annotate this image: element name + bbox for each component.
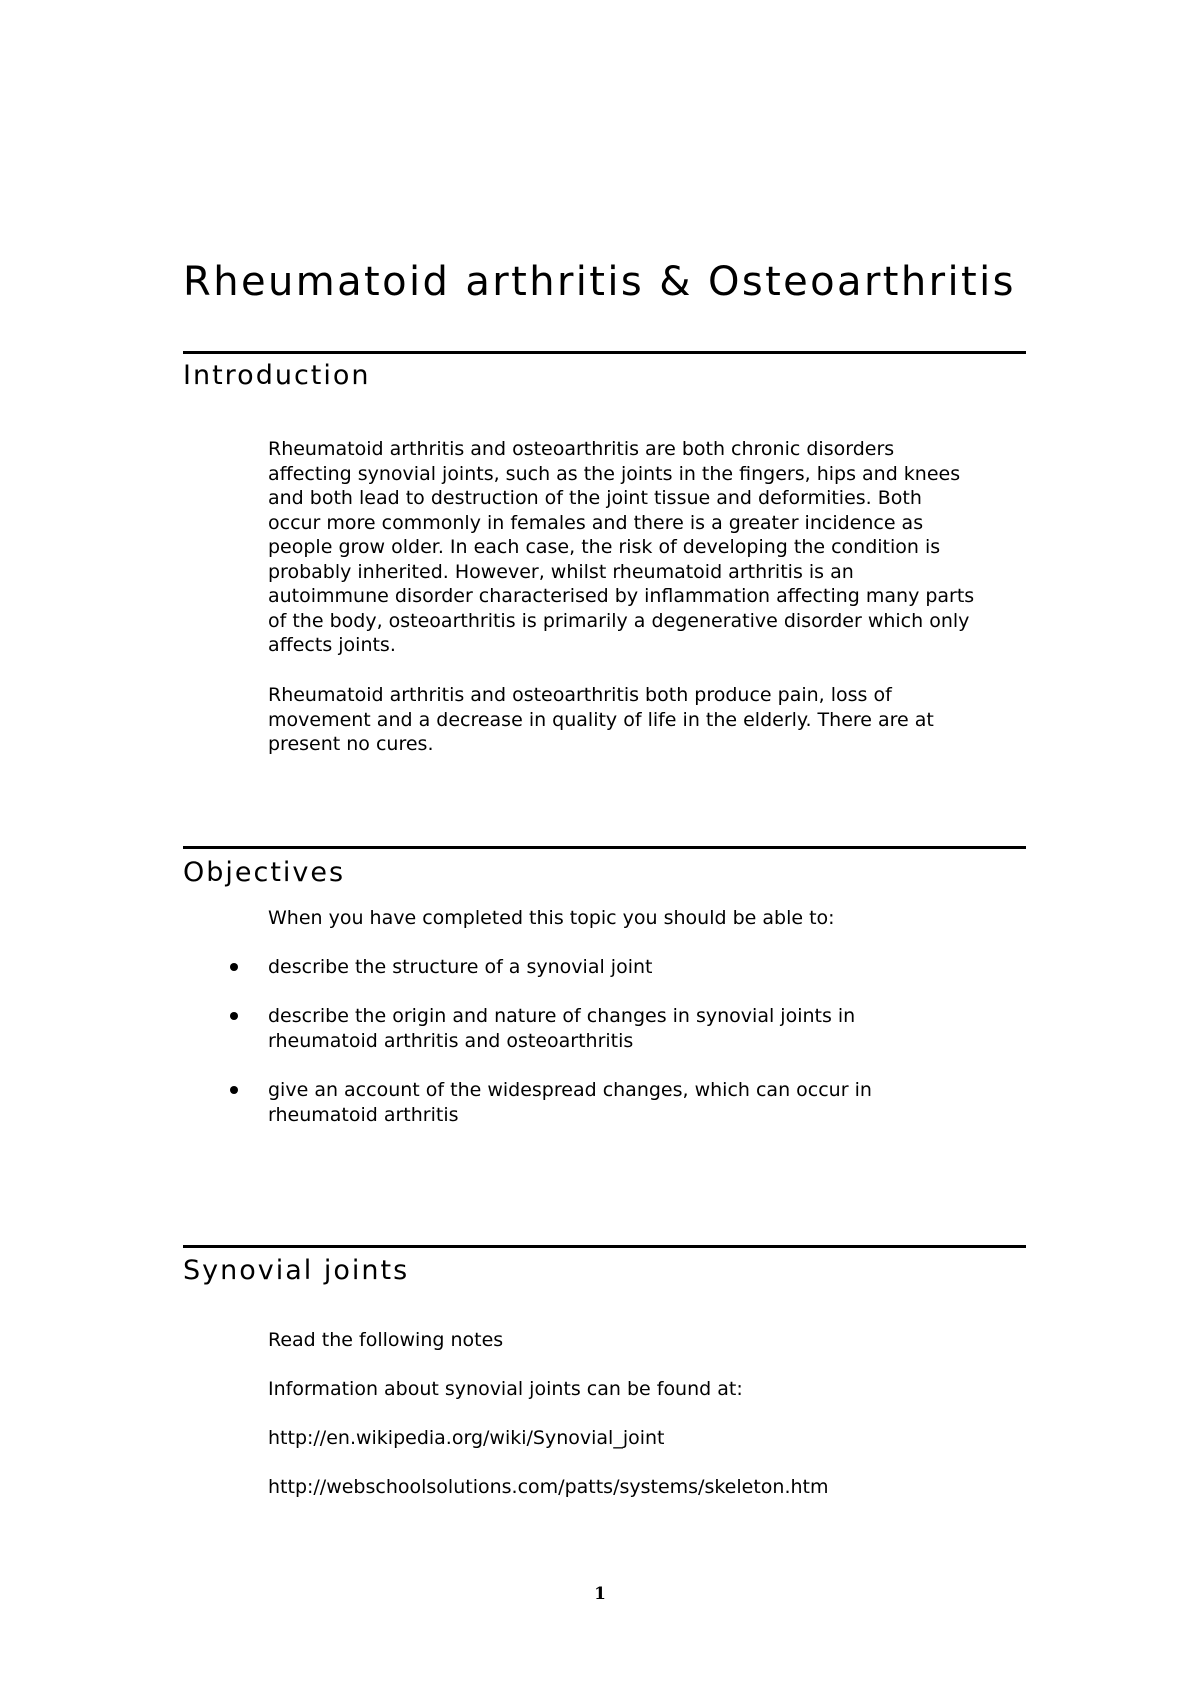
section-divider-synovial-joints [183,1245,1026,1248]
text-line: Rheumatoid arthritis and osteoarthritis are both chronic disorders [268,438,895,460]
bullet-dot [230,963,238,971]
objective-item [268,1078,1028,1127]
text-line: describe the origin and nature of changes in synovial joints in [268,1005,856,1027]
text-line: movement and a decrease in quality of life in the elderly. There are at [268,708,934,731]
text-line: people grow older. In each case, the risk of developing the condition is [268,536,941,558]
read-notes-text: Read the following notes [268,1329,504,1351]
page-title: Rheumatoid arthritis & Osteoarthritis [183,259,1016,305]
text-line: affecting synovial joints, such as the joints in the fingers, hips and knees [268,462,961,485]
text-line: rheumatoid arthritis [268,1103,459,1126]
section-divider-introduction [183,351,1026,354]
bullet-dot [230,1012,238,1020]
text-line: occur more commonly in females and there is a greater incidence as [268,511,924,534]
wikipedia-link[interactable]: http://en.wikipedia.org/wiki/Synovial_joint [268,1427,665,1449]
text-line: Rheumatoid arthritis and osteoarthritis both produce pain, loss of [268,684,892,706]
objective-item [268,1004,1028,1053]
text-line: autoimmune disorder characterised by inflammation affecting many parts [268,585,975,607]
objectives-intro: When you have completed this topic you should be able to: [268,907,835,929]
text-line: give an account of the widespread changes, which can occur in [268,1079,872,1101]
introduction-paragraph-1 [268,437,1028,658]
objectives-heading: Objectives [183,857,346,888]
text-line: and both lead to destruction of the joint tissue and deformities. Both [268,487,922,509]
page-number: 1 [594,1584,606,1604]
text-line: probably inherited. However, whilst rheumatoid arthritis is an [268,560,854,583]
text-line: affects joints. [268,634,396,656]
text-line: rheumatoid arthritis and osteoarthritis [268,1029,634,1052]
skeleton-link[interactable]: http://webschoolsolutions.com/patts/systems/skeleton.htm [268,1476,829,1498]
bullet-dot [230,1086,238,1094]
section-divider-objectives [183,846,1026,849]
introduction-paragraph-2 [268,683,1028,757]
text-line: describe the structure of a synovial joint [268,956,653,978]
text-line: present no cures. [268,733,434,755]
info-text: Information about synovial joints can be found at: [268,1378,743,1400]
text-line: of the body, osteoarthritis is primarily a degenerative disorder which only [268,609,970,632]
objective-item [268,955,1028,980]
synovial-joints-heading: Synovial joints [183,1255,410,1286]
introduction-heading: Introduction [183,360,371,391]
